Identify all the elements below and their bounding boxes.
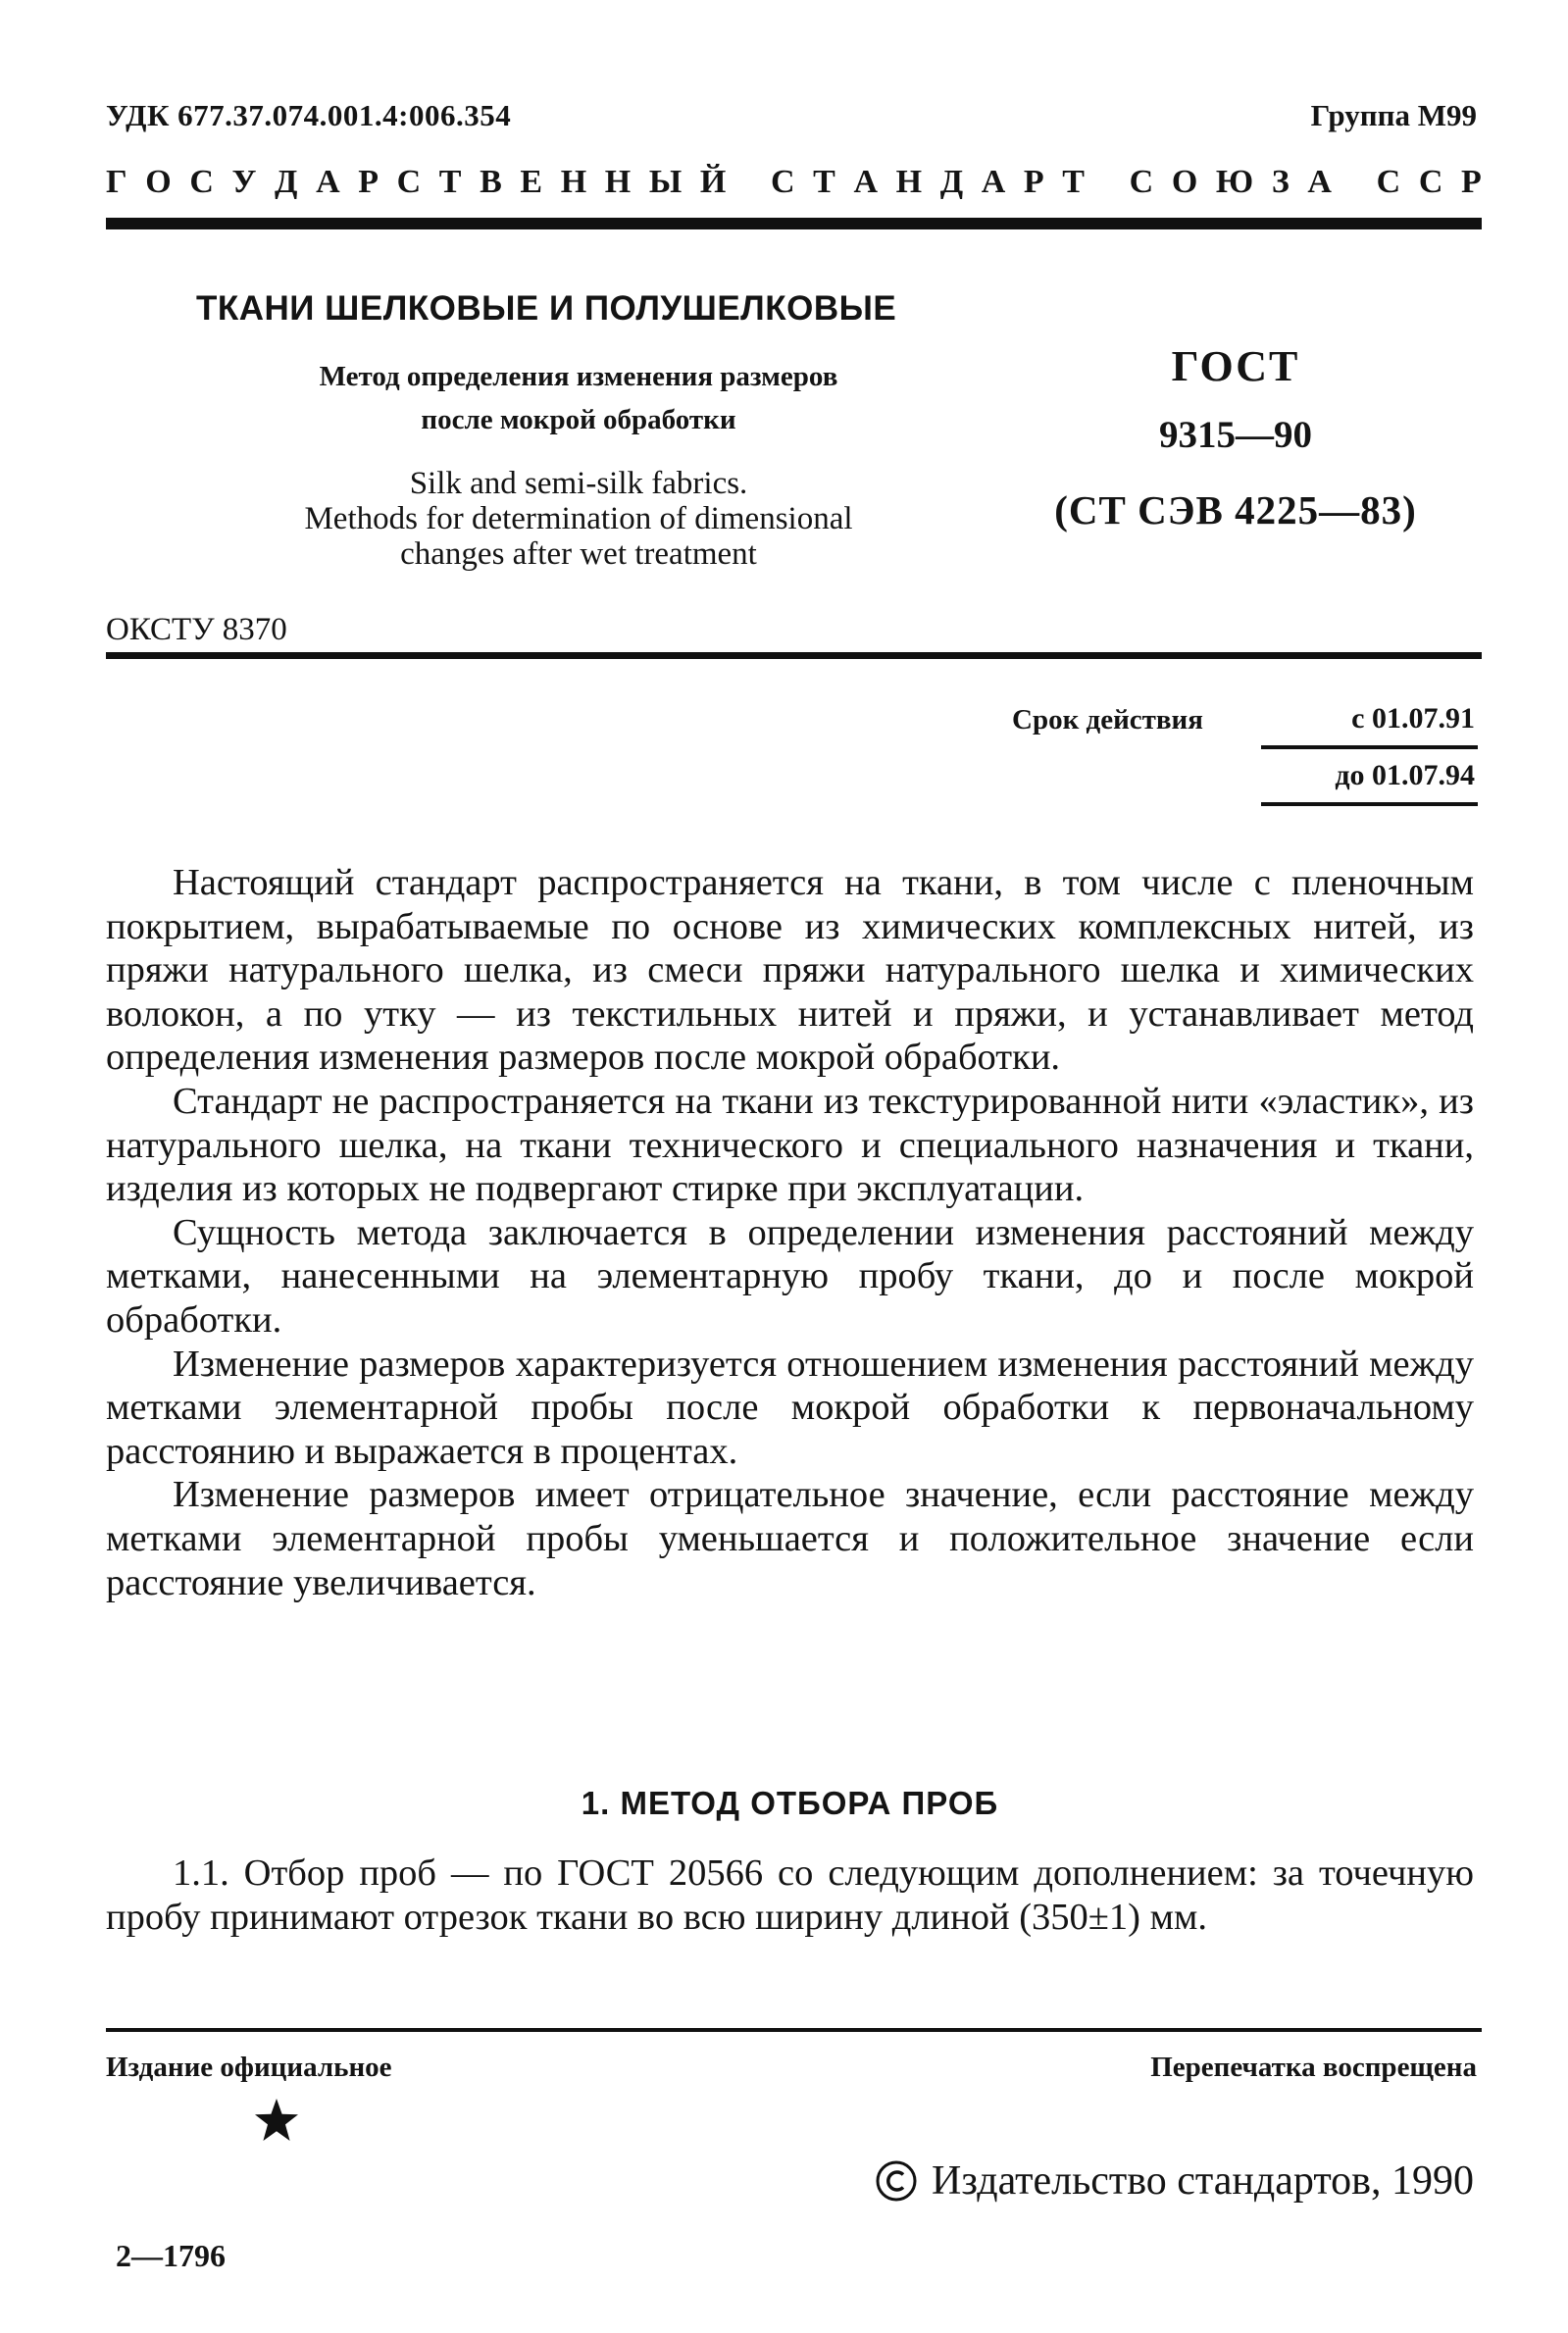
validity-rule [1261, 802, 1478, 806]
state-standard-heading [106, 164, 1482, 201]
heading-letter: Р [358, 164, 379, 200]
heading-letter: Е [520, 164, 543, 200]
method-title-en-line2: Methods for determination of dimensional [304, 501, 853, 536]
reprint-note: Перепечатка воспрещена [1150, 2052, 1477, 2083]
document-title: ТКАНИ ШЕЛКОВЫЕ И ПОЛУШЕЛКОВЫЕ [196, 289, 897, 328]
paragraph: Изменение размеров имеет отрицательное значение, если расстояние между метками элементарной пробы уменьшается и положительное значение если расстояние увеличивается. [106, 1474, 1474, 1603]
heading-letter: О [1171, 164, 1198, 200]
clause-text [106, 1851, 1474, 1939]
method-title-en-line1: Silk and semi-silk fabrics. [409, 466, 748, 501]
method-title-ru-line2: после мокрой обработки [421, 404, 736, 435]
heading-letter: Н [560, 164, 587, 200]
validity-label: Срок действия [1012, 704, 1203, 735]
heading-letter: Р [1461, 164, 1482, 200]
heading-letter: Ю [1215, 164, 1254, 200]
heading-letter: Г [106, 164, 127, 200]
heading-letter: С [189, 164, 214, 200]
print-number: 2—1796 [116, 2238, 226, 2273]
publisher-line [875, 2157, 1474, 2205]
heading-letter: Й [699, 164, 727, 200]
heading-letter: С [396, 164, 422, 200]
heading-letter: Н [895, 164, 923, 200]
heading-letter: У [231, 164, 257, 200]
method-title-en-line3: changes after wet treatment [400, 536, 757, 572]
heading-letter: Д [939, 164, 964, 200]
heading-letter: О [145, 164, 172, 200]
star-icon [253, 2097, 300, 2144]
heading-letter: С [770, 164, 795, 200]
heading-letter: А [981, 164, 1006, 200]
section-heading: 1. МЕТОД ОТБОРА ПРОБ [581, 1785, 999, 1821]
publisher-text: Издательство стандартов, 1990 [932, 2158, 1474, 2204]
heading-letter: А [1307, 164, 1332, 200]
header-rule [106, 218, 1482, 229]
heading-letter: В [480, 164, 502, 200]
heading-letter: Р [1023, 164, 1044, 200]
udk-code: УДК 677.37.074.001.4:006.354 [106, 98, 512, 132]
intro-text [106, 861, 1474, 1604]
heading-letter: Д [275, 164, 298, 200]
cmea-standard: (СТ СЭВ 4225—83) [1054, 487, 1417, 533]
paragraph: Настоящий стандарт распространяется на ткани, в том числе с пленочным покрытием, вырабатываемые по основе из химических комплексных нитей, из пряжи натурального шелка, из смеси пряжи натурального шелка и химических волокон, а по утку — из текстильных нитей и пряжи, и устанавливает метод определения изменения размеров после мокрой обработки. [106, 862, 1474, 1079]
method-title-ru [196, 355, 961, 441]
heading-letter: Н [604, 164, 632, 200]
valid-from: с 01.07.91 [1351, 702, 1475, 735]
paragraph: Изменение размеров характеризуется отношением изменения расстояний между метками элементарной пробы после мокрой обработки к первоначальному расстоянию и выражается в процентах. [106, 1343, 1474, 1472]
validity-rule [1261, 745, 1478, 749]
paragraph: Стандарт не распространяется на ткани из текстурированной нити «эластик», из натурального шелка, на ткани технического и специального назначения и ткани, изделия из которых не подвергают стирке при эксплуатации. [106, 1080, 1474, 1210]
heading-letter: А [853, 164, 879, 200]
heading-letter [1350, 164, 1359, 201]
heading-letter: С [1129, 164, 1154, 200]
heading-letter: Т [813, 164, 835, 200]
heading-letter: Т [1062, 164, 1085, 200]
method-title-ru-line1: Метод определения изменения размеров [319, 361, 838, 392]
heading-letter [744, 164, 753, 201]
okstu-code: ОКСТУ 8370 [106, 612, 287, 647]
group-code: Группа М99 [1310, 98, 1477, 132]
method-title-en [196, 466, 961, 572]
gost-designation [1020, 341, 1451, 533]
heading-letter [1103, 164, 1112, 201]
paragraph: Сущность метода заключается в определении изменения расстояний между метками, нанесенными на элементарную пробу ткани, до и после мокрой обработки. [106, 1211, 1474, 1341]
footer-rule [106, 2028, 1482, 2032]
heading-letter: С [1376, 164, 1401, 200]
copyright-icon [875, 2159, 918, 2203]
gost-label: ГОСТ [1171, 342, 1300, 390]
gost-number: 9315—90 [1159, 414, 1312, 456]
heading-letter: З [1271, 164, 1290, 200]
heading-letter: Т [438, 164, 462, 200]
heading-letter: Ы [648, 164, 683, 200]
clause-1-1: 1.1. Отбор проб — по ГОСТ 20566 со следующим дополнением: за точечную пробу принимают отрезок ткани во всю ширину длиной (350±1) мм. [106, 1852, 1474, 1938]
heading-letter: А [316, 164, 340, 200]
valid-to: до 01.07.94 [1335, 759, 1475, 791]
heading-letter: С [1418, 164, 1443, 200]
section-rule [106, 652, 1482, 659]
edition-note: Издание официальное [106, 2052, 392, 2083]
